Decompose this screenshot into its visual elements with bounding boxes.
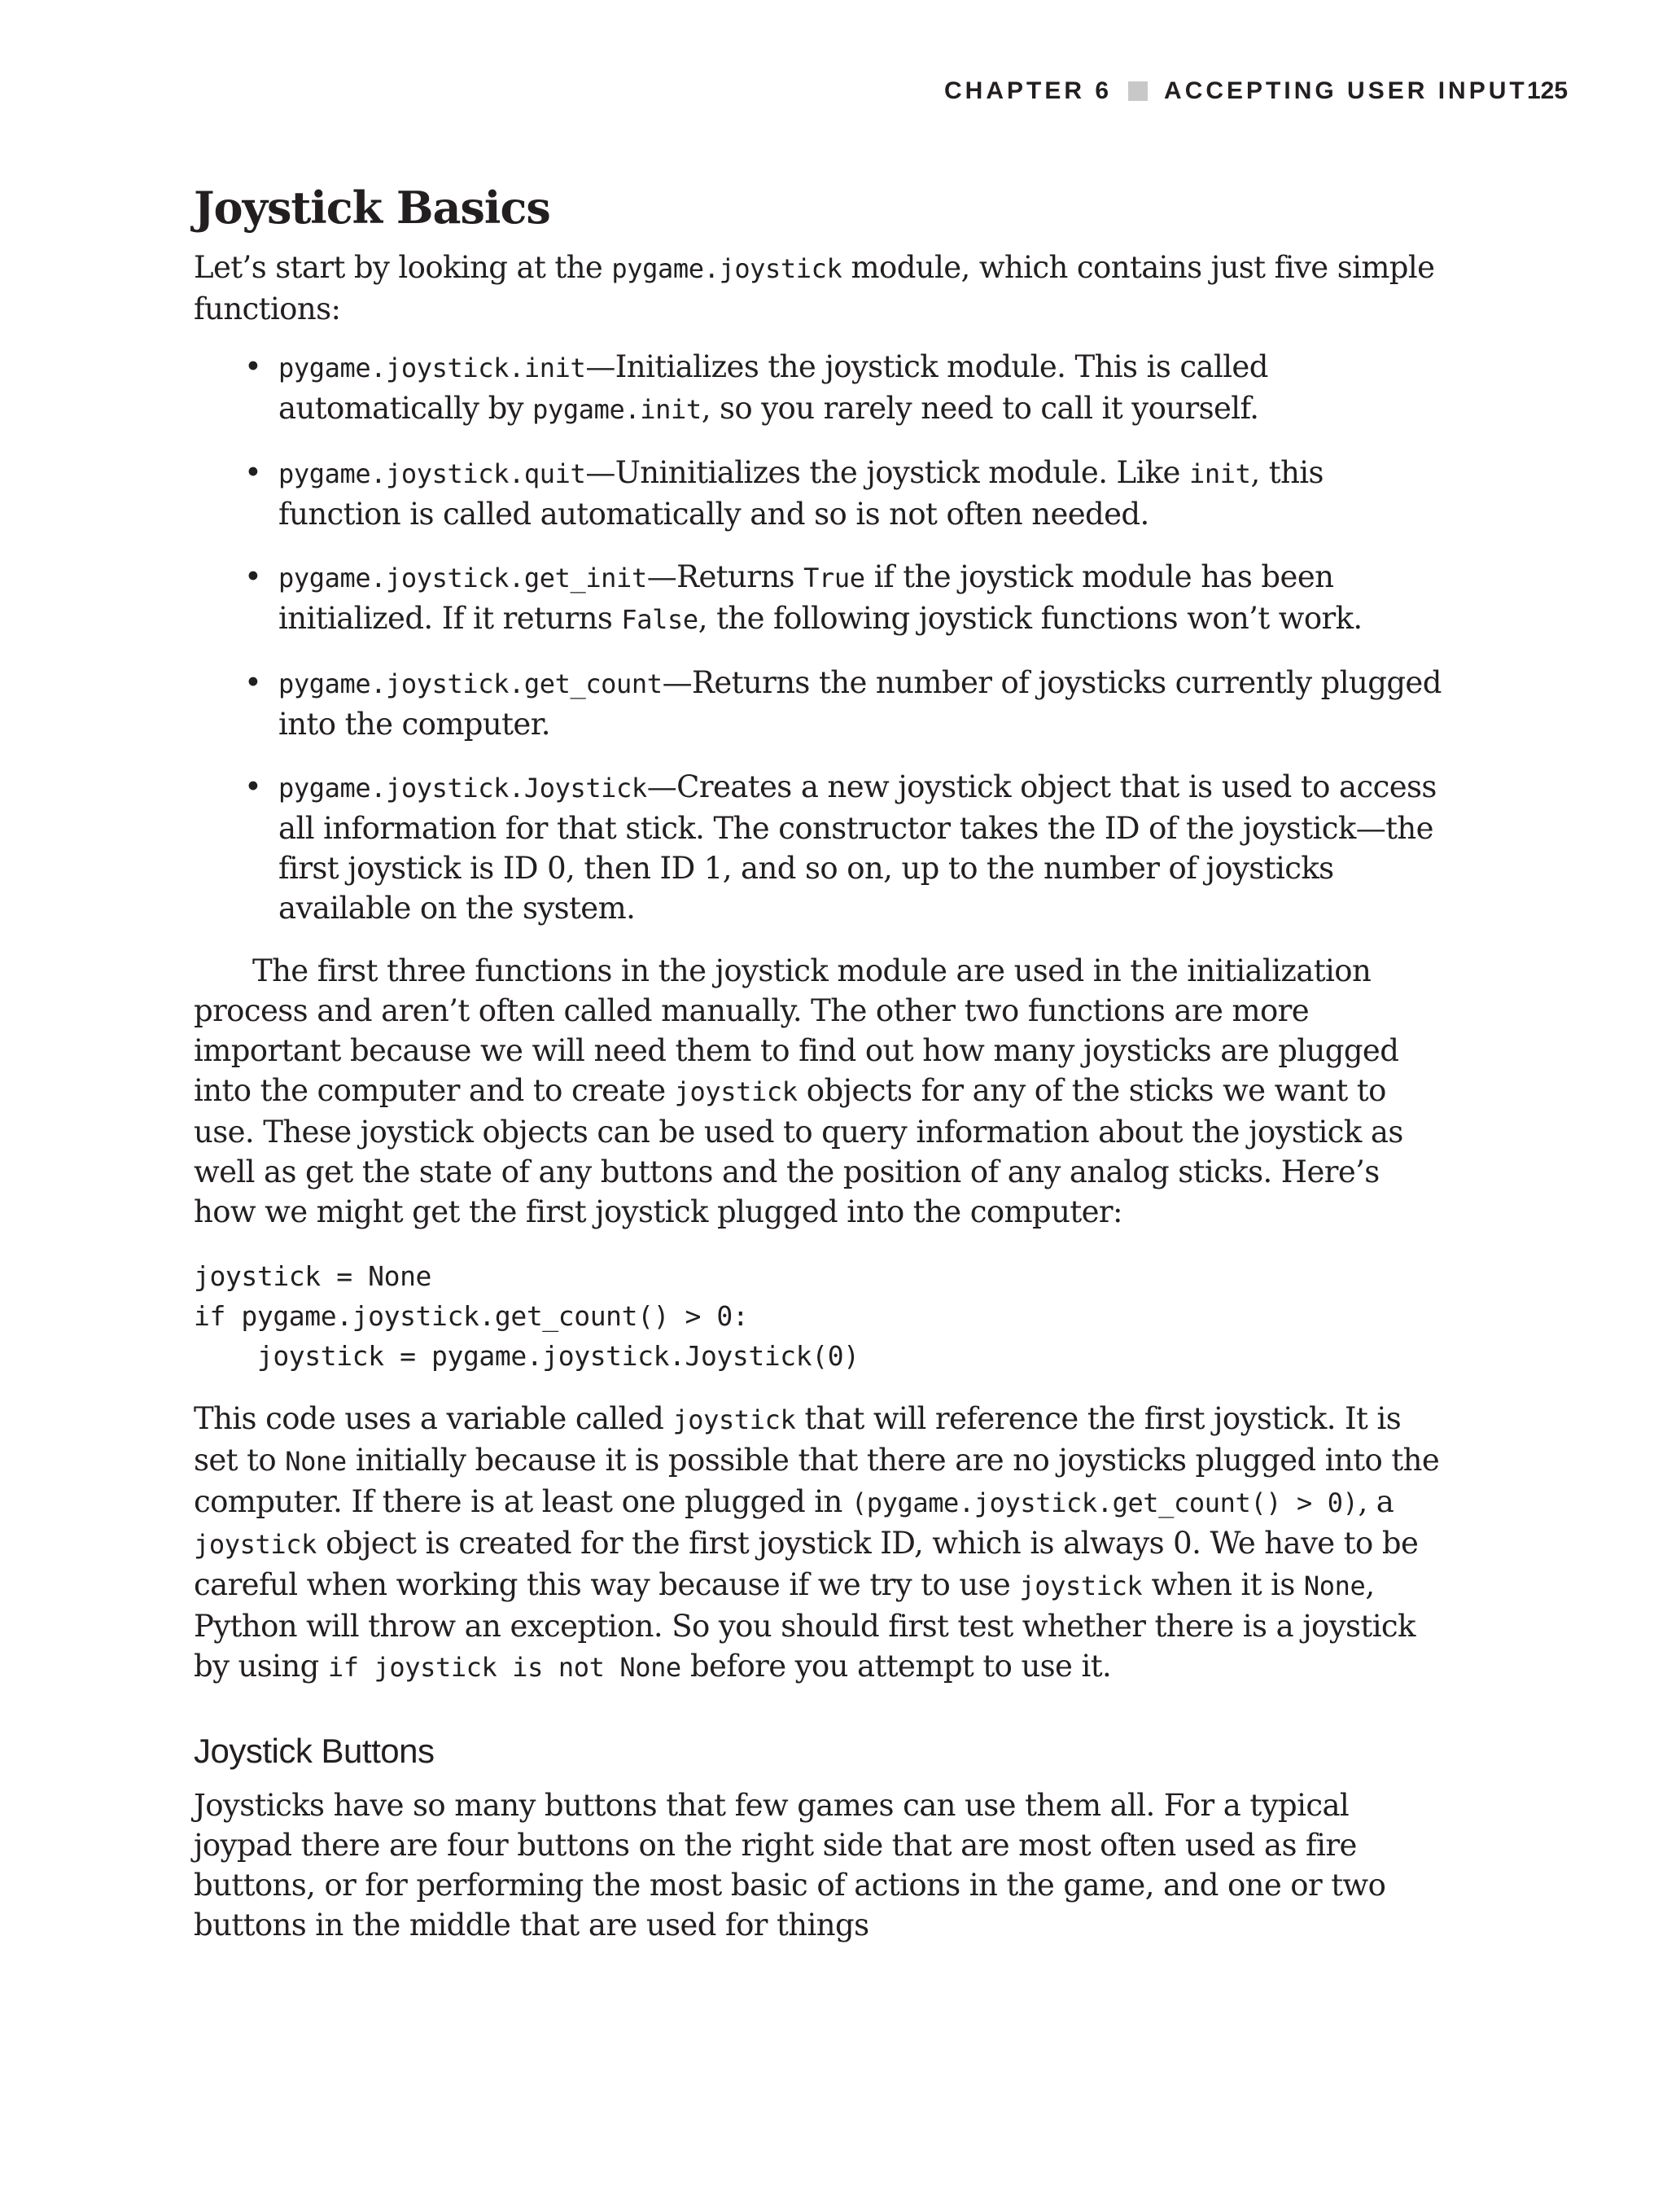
- square-separator-icon: [1128, 81, 1148, 101]
- bullet-icon: •: [244, 455, 262, 490]
- list-item: [194, 453, 1447, 534]
- inline-code: joystick: [1019, 1570, 1143, 1601]
- inline-code: None: [1303, 1570, 1366, 1601]
- list-item: [194, 557, 1447, 640]
- paragraph-text: , Python will throw an exception. So you should first test whether there is a joystick by using: [194, 1567, 1415, 1684]
- intro-text-after: module, which contains just five simple functions:: [194, 250, 1435, 326]
- item-text: , the following joystick functions won’t work.: [698, 601, 1363, 636]
- function-list: [194, 347, 1447, 928]
- bullet-icon: •: [244, 349, 262, 384]
- item-text: , this function is called automatically and so is not often needed.: [278, 455, 1324, 532]
- item-text: , so you rarely need to call it yourself.: [701, 391, 1259, 426]
- inline-code: joystick: [672, 1404, 796, 1435]
- function-name: pygame.joystick.init: [278, 353, 586, 383]
- inline-code: if joystick is not None: [327, 1652, 681, 1683]
- item-text: if the joystick module has been initialized. If it returns: [278, 559, 1334, 636]
- paragraph-text: , a: [1358, 1484, 1394, 1519]
- paragraph-text: that will reference the first joystick. It is set to: [194, 1401, 1402, 1478]
- item-text: —Uninitializes the joystick module. Like: [585, 455, 1190, 490]
- paragraph-text: This code uses a variable called: [194, 1401, 673, 1436]
- function-name: pygame.joystick.get_init: [278, 563, 647, 594]
- body-paragraph-2: [194, 1399, 1447, 1688]
- function-name: pygame.joystick.Joystick: [278, 773, 647, 804]
- paragraph-text: before you attempt to use it.: [680, 1649, 1112, 1684]
- bullet-icon: •: [244, 559, 262, 594]
- intro-paragraph: [194, 247, 1447, 329]
- list-item: [194, 767, 1447, 928]
- chapter-label: CHAPTER 6: [944, 77, 1113, 104]
- inline-code: None: [285, 1446, 347, 1477]
- function-name: pygame.joystick.quit: [278, 458, 586, 489]
- section-heading: Joystick Basics: [194, 182, 550, 234]
- page-content: [194, 179, 1447, 1945]
- list-item: [194, 663, 1447, 744]
- paragraph-text: when it is: [1142, 1567, 1304, 1602]
- page-number: 125: [1527, 77, 1569, 104]
- body-paragraph-3: Joysticks have so many buttons that few games can use them all. For a typical joypad there are four buttons on the right side that are most often used as fire buttons, or for performing the most basic of actions in the game, and one or two buttons in the middle that are used for things: [194, 1788, 1386, 1943]
- item-text: —Creates a new joystick object that is used to access all information for that stick. The constructor takes the ID of the joystick—the first joystick is ID 0, then ID 1, and so on, up to the number of joysticks available on the system.: [278, 769, 1437, 926]
- list-item: [194, 347, 1447, 430]
- code-line: joystick = None: [194, 1260, 432, 1292]
- body-paragraph-1: [194, 951, 1447, 1232]
- chapter-title: ACCEPTING USER INPUT: [1164, 77, 1528, 104]
- intro-text-before: Let’s start by looking at the: [194, 250, 612, 285]
- inline-code: pygame.init: [532, 394, 702, 425]
- function-name: pygame.joystick.get_count: [278, 668, 663, 699]
- paragraph-text: objects for any of the sticks we want to use. These joystick objects can be used to query information about the joystick as well as get the state of any buttons and the position of any analog sticks. Here’s how we might get the first joystick plugged into the computer:: [194, 1073, 1403, 1229]
- intro-code: pygame.joystick: [611, 253, 842, 284]
- inline-code: True: [803, 563, 865, 594]
- code-line: if pygame.joystick.get_count() > 0:: [194, 1300, 749, 1332]
- inline-code: False: [621, 604, 698, 635]
- item-text: —Initializes the joystick module. This is called automatically by: [278, 349, 1268, 426]
- code-block: [194, 1256, 1447, 1376]
- inline-code: (pygame.joystick.get_count() > 0): [851, 1487, 1359, 1518]
- item-text: —Returns the number of joysticks currently plugged into the computer.: [278, 665, 1442, 742]
- inline-code: joystick: [674, 1076, 798, 1107]
- bullet-icon: •: [244, 665, 262, 700]
- item-text: —Returns: [646, 559, 804, 594]
- paragraph-text: initially because it is possible that there are no joysticks plugged into the computer. If there is at least one plugged in: [194, 1443, 1440, 1519]
- running-head: [944, 73, 1528, 109]
- code-line: joystick = pygame.joystick.Joystick(0): [194, 1340, 860, 1372]
- paragraph-text: object is created for the first joystick ID, which is always 0. We have to be careful when working this way because if we try to use: [194, 1526, 1419, 1602]
- subsection-heading: Joystick Buttons: [194, 1732, 435, 1770]
- paragraph-text: The first three functions in the joystick module are used in the initialization process and aren’t often called manually. The other two functions are more important because we will need them to find out how many joysticks are plugged into the computer and to create: [194, 953, 1399, 1108]
- inline-code: joystick: [194, 1529, 317, 1560]
- inline-code: init: [1189, 458, 1251, 489]
- bullet-icon: •: [244, 769, 262, 804]
